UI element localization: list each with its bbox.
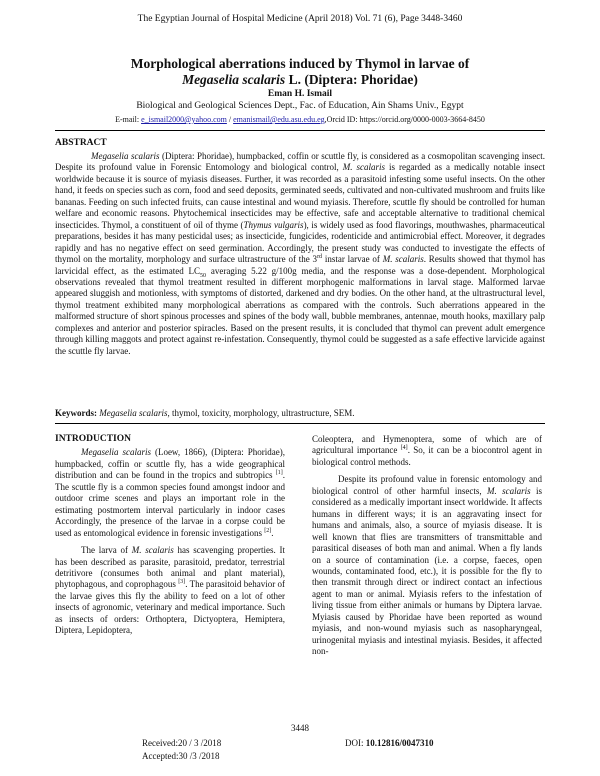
- author-name: Eman H. Ismail: [267, 89, 333, 99]
- title-line-2: [40, 72, 560, 88]
- abstract-part-1: (Diptera: Phoridae), humpbacked, coffin or scuttle fly, is considered as a cosmopolitan scavenging insect. Despite its profound value in Forensic Entomology and biological control,: [55, 151, 545, 173]
- page-number: 3448: [291, 723, 309, 733]
- keywords-species: Megaselia scalaris: [97, 408, 168, 418]
- ref-4: [4]: [400, 445, 408, 452]
- abstract-ordinal: rd: [317, 254, 323, 261]
- title-line-1: Morphological aberrations induced by Thymol in larvae of: [130, 56, 470, 71]
- intro-r2-a: Despite its profound value in forensic entomology and biological control of other harmful insects,: [312, 474, 542, 496]
- intro-r2-species: M. scalaris: [486, 485, 531, 496]
- abstract-heading: ABSTRACT: [55, 138, 107, 148]
- received-date: Received:20 / 3 /2018: [142, 738, 222, 748]
- orcid-text: ,Orcid ID: https://orcid.org/0000-0003-3664-8450: [324, 115, 485, 124]
- email-prefix: E-mail:: [115, 115, 142, 124]
- title-rest: L. (Diptera: Phoridae): [285, 72, 418, 87]
- abstract-species-short: M. scalaris: [342, 162, 386, 173]
- intro-p2-a: The larva of: [81, 545, 132, 556]
- abstract-part-5: . Results showed that thymol has larvicidal effect, as the estimated LC: [55, 254, 545, 276]
- keywords-line: [55, 408, 545, 419]
- keywords-rest: , thymol, toxicity, morphology, ultrastructure, SEM.: [167, 408, 355, 418]
- abstract-part-2: is regarded as a medically notable insect worldwide because it is source of myiasis diseases. Further, it was recorded as a parasitoid infesting some useful insects. On the other hand, it feeds on species such as corn, food and seed deposits, germinated seeds, cultivated and non-cultivated mushroom and fruits like bananas. Feeding on such infected fruits, can cause intestinal and wound myiasis. Therefore, scuttle fly should be controlled for human welfare and economic reasons. Phytochemical insecticides may be effective, safe and acceptable alternative to traditional chemical insecticides. Thymol, a constituent of oil of thyme (: [55, 162, 546, 230]
- intro-species: Megaselia scalaris: [81, 447, 151, 458]
- intro-r2-b: is considered as a medically important insect worldwide. It affects humans in different ways; it is an aggravating insect for humans and animals, also, a source of myiasis disease. It is well known that flies are transmitters of transmittable and parasitical diseases of both man and animal. When a fly lands on a source of contamination (i.e. a corpse, faeces, open wounds, contaminated food, etc.), it is possible for the fly to then transmit through direct or indirect contact an infectious agent to man or animal. Myiasis refers to the infestation of living tissue from either animals or humans by Diptera larvae. Myiasis caused by Phoridae have been reported as wound myiasis, and non-wound myiasis such as nasopharyngeal, urinogenital myiasis and intestinal myiasis. Besides, it affected non-: [312, 485, 543, 657]
- intro-r1-a: Coleoptera, and Hymenoptera, some of which are of agricultural importance: [312, 434, 542, 456]
- intro-p1-c: .: [271, 527, 274, 538]
- intro-paragraph-2: [55, 545, 285, 637]
- keywords-label: Keywords:: [55, 408, 97, 418]
- paper-title: [40, 56, 560, 88]
- doi-value[interactable]: 10.12816/0047310: [365, 738, 434, 748]
- title-species: Megaselia scalaris: [182, 72, 286, 87]
- doi-label: DOI:: [345, 738, 366, 748]
- author-affiliation: Biological and Geological Sciences Dept., Fac. of Education, Ain Shams Univ., Egypt: [136, 101, 464, 111]
- abstract-part-4: instar larvae of: [322, 254, 383, 265]
- doi-line: [345, 738, 434, 748]
- abstract-thyme-species: Thymus vulgaris: [243, 219, 304, 230]
- ref-3: [3]: [178, 579, 186, 586]
- intro-p2-b: has scavenging properties. It has been described as parasite, parasitoid, predator, terrestrial detritivore (consumes both animal and plant material), phytophagous, and coprophagous: [55, 545, 286, 590]
- accepted-date: Accepted:30 /3 /2018: [142, 751, 220, 761]
- intro-p1-a: (Loew, 1866), (Diptera: Phoridae), humpbacked, coffin or scuttle fly, has a wide geographical distribution and can be found in the tropics and subtropics: [55, 447, 285, 481]
- intro-paragraph-3: [312, 434, 542, 468]
- abstract-text: [55, 151, 545, 357]
- email-link-1[interactable]: e_ismail2000@yahoo.com: [141, 115, 227, 124]
- introduction-heading: INTRODUCTION: [55, 434, 132, 444]
- journal-header: The Egyptian Journal of Hospital Medicine (April 2018) Vol. 71 (6), Page 3448-3460: [137, 14, 463, 24]
- email-separator: /: [226, 115, 234, 124]
- abstract-species-short-2: M. scalaris: [382, 254, 424, 265]
- email-link-2[interactable]: emanismail@edu.asu.edu.eg: [233, 115, 325, 124]
- intro-p2-c: . The parasitoid behavior of the larvae gives this fly the ability to feed on a lot of other insects of agronomic, veterinary and medical importance. Such as insects of orders: Orthoptera, Dictyoptera, Hemiptera, Diptera, Lepidoptera,: [55, 579, 286, 636]
- intro-paragraph-4: [312, 474, 542, 657]
- email-line: [0, 115, 600, 124]
- intro-p1-b: . The scuttle fly is a common species found amongst indoor and outdoor crime scenes and plays an important role in the estimating postmortem interval particularly in indoor cases Accordingly, the presence of the larvae in a corpse could be used as entomological evidence in forensic investigations: [55, 470, 285, 538]
- right-column: [312, 434, 542, 664]
- ref-2: [2]: [264, 527, 272, 534]
- left-column: [55, 434, 285, 643]
- abstract-part-3: ), is widely used as food flavorings, mouthwashes, pharmaceutical preparations, besides it has many pesticidal uses; as insecticide, fungicides, rodenticide and antimicrobial effect. Moreover, it degrades rapidly and has no negative effect on seed germination. Accordingly, the present study was conducted to investigate the effects of thymol on the mortality, morphology and surface ultrastructure of the 3: [55, 219, 545, 265]
- intro-paragraph-1: [55, 447, 285, 539]
- abstract-part-6: averaging 5.22 g/100g media, and the response was a dose-dependent. Morphological observations revealed that thymol treatment resulted in different morphogenic malformations in larval stage. Malformed larvae appeared sluggish and motionless, with symptoms of distorted, darkened and dry bodies. On the other hand, at the ultrastructural level, thymol treatment exhibited many morphological aberrations as compared with the controls. Such aberrations appeared in the malformed structure of short spinous processes and spines of the body wall, bubble membranes, antennae, mouth hooks, maxillary palp complexes and anterior and posterior spiracles. Based on the present results, it is concluded that thymol can prevent adult emergence through killing maggots and protect against re-infestation. Consequently, thymol could be suggested as a safe effective larvicide against the scuttle fly larvae.: [55, 265, 545, 356]
- intro-p2-species: M. scalaris: [131, 545, 174, 556]
- abstract-lc-subscript: 50: [200, 272, 207, 279]
- abstract-species: Megaselia scalaris: [91, 151, 160, 161]
- ref-1: [1]: [275, 470, 283, 477]
- intro-r1-b: . So, it can be a biocontrol agent in biological control methods.: [312, 445, 543, 467]
